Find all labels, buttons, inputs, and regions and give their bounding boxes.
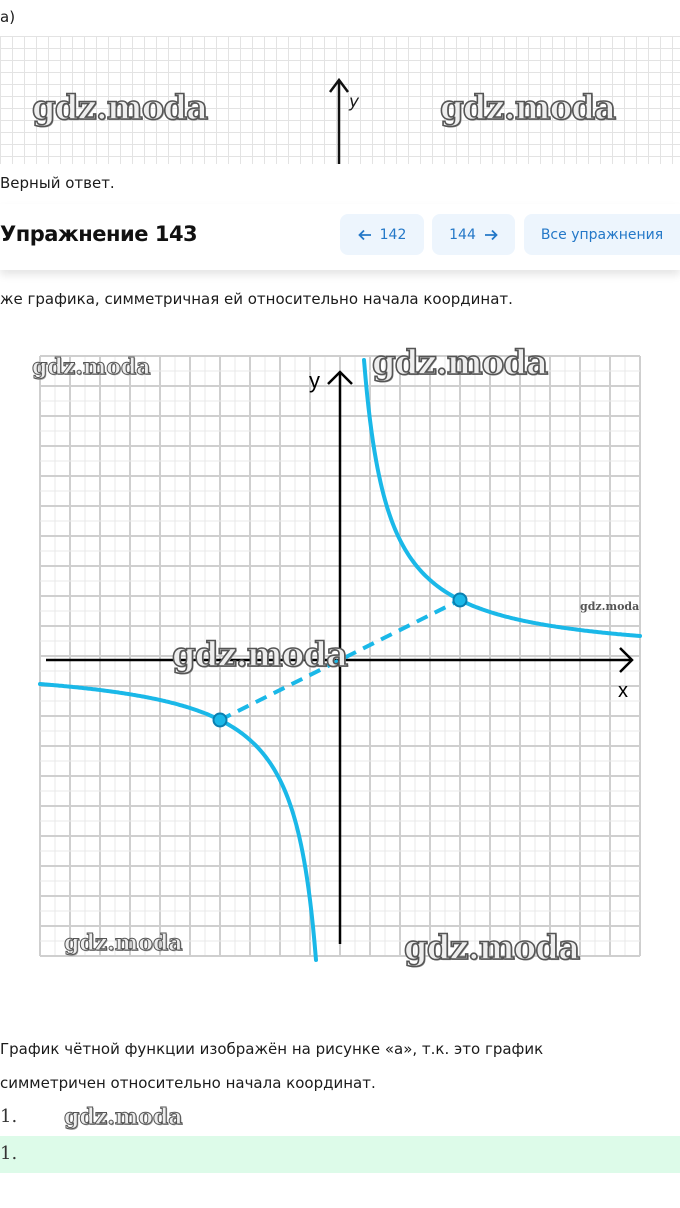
- correct-answer-text: Верный ответ.: [0, 174, 115, 192]
- next-exercise-button[interactable]: [432, 214, 515, 255]
- watermark: gdz.moda: [64, 1104, 183, 1130]
- watermark: gdz.moda: [172, 635, 348, 675]
- x-axis-label: x: [618, 680, 628, 702]
- watermark: gdz.moda: [580, 600, 640, 613]
- watermark: gdz.moda: [32, 354, 151, 380]
- top-y-axis: [320, 76, 360, 166]
- watermark: gdz.moda: [32, 88, 208, 128]
- marked-point: [454, 594, 467, 607]
- all-exercises-label: Все упражнения: [540, 226, 664, 243]
- top-graph-area: [0, 36, 680, 164]
- top-y-axis-label: y: [349, 92, 360, 112]
- list-item-number: 1.: [0, 1143, 18, 1164]
- conclusion-line-2: симметричен относительно начала координат.: [0, 1074, 376, 1092]
- figure-label-a: а): [0, 8, 16, 26]
- highlighted-list-item: [0, 1136, 680, 1173]
- watermark: gdz.moda: [64, 930, 183, 956]
- conclusion-line-1: График чётной функции изображён на рисунке «а», т.к. это график: [0, 1040, 544, 1058]
- watermark: gdz.moda: [440, 88, 616, 128]
- list-item-number: 1.: [0, 1106, 18, 1127]
- intro-text: же графика, симметричная ей относительно начала координат.: [0, 290, 513, 308]
- watermark: gdz.moda: [404, 928, 580, 968]
- hyperbola-branch: [40, 684, 316, 960]
- y-axis-label: y: [309, 368, 320, 393]
- exercise-title: Упражнение 143: [0, 222, 198, 246]
- marked-point: [214, 714, 227, 727]
- next-exercise-label: 144: [449, 226, 476, 243]
- arrow-right-icon: [484, 228, 498, 242]
- prev-exercise-button[interactable]: [340, 214, 424, 255]
- prev-exercise-label: 142: [379, 226, 407, 243]
- arrow-left-icon: [358, 228, 372, 242]
- all-exercises-button[interactable]: [524, 214, 680, 255]
- watermark: gdz.moda: [372, 343, 548, 383]
